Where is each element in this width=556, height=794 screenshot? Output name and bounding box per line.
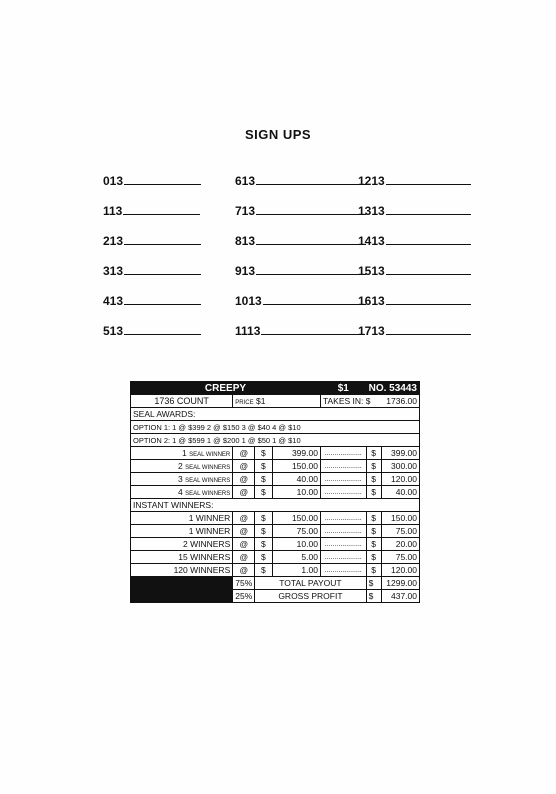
dots: ................... [320, 564, 366, 577]
payout-label: TOTAL PAYOUT [255, 577, 366, 590]
seal-qty: 4 [178, 487, 183, 497]
signup-entry [358, 204, 471, 218]
currency: $ [366, 447, 381, 460]
instant-row [131, 525, 420, 538]
currency: $ [366, 525, 381, 538]
dots: ................... [320, 525, 366, 538]
instant-winner-label: 1 WINNER [131, 525, 233, 538]
signup-blank-line [124, 183, 201, 185]
currency: $ [255, 473, 272, 486]
signup-entry [103, 204, 200, 218]
signup-blank-line [386, 243, 471, 245]
profit-currency: $ [366, 590, 381, 603]
dots: ................... [320, 447, 366, 460]
currency: $ [366, 538, 381, 551]
seal-winner-label: SEAL WINNERS [185, 465, 231, 471]
signup-number: 1713 [358, 324, 385, 338]
price-value: $1 [255, 396, 266, 406]
signup-blank-line [386, 333, 471, 335]
seal-qty: 1 [182, 448, 187, 458]
signup-number: 813 [235, 234, 256, 248]
seal-amount: 40.00 [272, 473, 320, 486]
seal-label-cell [131, 473, 233, 486]
signup-blank-line [256, 213, 366, 215]
signup-number: 913 [235, 264, 256, 278]
dots: ................... [320, 460, 366, 473]
seal-amount: 399.00 [272, 447, 320, 460]
seal-total: 399.00 [381, 447, 419, 460]
option-1: OPTION 1: 1 @ $399 2 @ $150 3 @ $40 4 @ $10 [131, 421, 420, 434]
signup-entry [358, 324, 471, 338]
signup-number: 1513 [358, 264, 385, 278]
signup-entry [358, 294, 471, 308]
signup-entry [103, 174, 201, 188]
seal-row [131, 460, 420, 473]
signup-entry [358, 234, 471, 248]
instant-amount: 5.00 [272, 551, 320, 564]
payout-currency: $ [366, 577, 381, 590]
ticket-number: NO. 53443 [366, 382, 419, 395]
profit-label: GROSS PROFIT [255, 590, 366, 603]
signup-number: 513 [103, 324, 124, 338]
signup-blank-line [263, 303, 366, 305]
instant-winner-label: 1 WINNER [131, 512, 233, 525]
instant-row [131, 538, 420, 551]
black-block [131, 577, 233, 590]
instant-row [131, 564, 420, 577]
instant-amount: 1.00 [272, 564, 320, 577]
ticket-count: 1736 COUNT [131, 395, 233, 408]
instant-amount: 75.00 [272, 525, 320, 538]
currency: $ [255, 564, 272, 577]
instant-winner-label: 2 WINNERS [131, 538, 233, 551]
signup-blank-line [124, 273, 201, 275]
signup-number: 213 [103, 234, 124, 248]
signup-number: 113 [103, 204, 123, 218]
currency: $ [255, 460, 272, 473]
at-sign: @ [233, 538, 255, 551]
instant-row [131, 551, 420, 564]
takes-in-value: 1736.00 [386, 396, 417, 406]
option-2: OPTION 2: 1 @ $599 1 @ $200 1 @ $50 1 @ $10 [131, 434, 420, 447]
signup-entry [235, 234, 366, 248]
seal-row [131, 486, 420, 499]
signup-blank-line [124, 303, 201, 305]
dots: ................... [320, 551, 366, 564]
signup-entry [103, 294, 201, 308]
game-name: CREEPY [131, 382, 321, 395]
page-title: SIGN UPS [244, 127, 312, 142]
price-label: PRICE [235, 400, 254, 406]
signup-blank-line [124, 243, 201, 245]
instant-total: 20.00 [381, 538, 419, 551]
at-sign: @ [233, 564, 255, 577]
at-sign: @ [233, 486, 255, 499]
signup-blank-line [123, 213, 200, 215]
black-block [131, 590, 233, 603]
currency: $ [366, 473, 381, 486]
price-badge: $1 [320, 382, 366, 395]
signup-blank-line [261, 333, 364, 335]
signup-number: 713 [235, 204, 256, 218]
at-sign: @ [233, 551, 255, 564]
seal-amount: 150.00 [272, 460, 320, 473]
signup-entry [103, 324, 201, 338]
currency: $ [366, 564, 381, 577]
signup-blank-line [256, 183, 366, 185]
seal-total: 40.00 [381, 486, 419, 499]
at-sign: @ [233, 447, 255, 460]
currency: $ [255, 538, 272, 551]
signup-number: 313 [103, 264, 124, 278]
signup-number: 413 [103, 294, 124, 308]
payout-pct: 75% [233, 577, 255, 590]
seal-awards-label: SEAL AWARDS: [131, 408, 420, 421]
profit-row [131, 590, 420, 603]
seal-winner-label: SEAL WINNERS [185, 491, 231, 497]
seal-winner-label: SEAL WINNERS [185, 478, 231, 484]
signup-number: 1313 [358, 204, 385, 218]
currency: $ [366, 460, 381, 473]
ticket-header [131, 382, 420, 395]
seal-total: 300.00 [381, 460, 419, 473]
signup-number: 1013 [235, 294, 262, 308]
takes-in-cell [320, 395, 419, 408]
seal-total: 120.00 [381, 473, 419, 486]
signup-number: 613 [235, 174, 256, 188]
seal-qty: 2 [178, 461, 183, 471]
signup-blank-line [256, 243, 366, 245]
seal-row [131, 473, 420, 486]
signup-entry [235, 264, 366, 278]
at-sign: @ [233, 473, 255, 486]
currency: $ [366, 512, 381, 525]
instant-total: 120.00 [381, 564, 419, 577]
signup-entry [235, 324, 365, 338]
takes-in-currency: $ [365, 396, 371, 406]
takes-in-label: TAKES IN: [322, 396, 364, 406]
currency: $ [366, 486, 381, 499]
at-sign: @ [233, 525, 255, 538]
currency: $ [255, 447, 272, 460]
signup-entry [103, 264, 201, 278]
instant-total: 75.00 [381, 551, 419, 564]
signup-blank-line [386, 213, 471, 215]
signup-entry [103, 234, 201, 248]
signup-blank-line [386, 273, 471, 275]
instant-winners-label: INSTANT WINNERS: [131, 499, 420, 512]
signup-entry [358, 174, 471, 188]
price-cell [233, 395, 321, 408]
seal-label-cell [131, 460, 233, 473]
signup-number: 1613 [358, 294, 385, 308]
dots: ................... [320, 473, 366, 486]
signup-entry [235, 204, 366, 218]
dots: ................... [320, 486, 366, 499]
signup-blank-line [386, 303, 471, 305]
signup-blank-line [124, 333, 201, 335]
payout-value: 1299.00 [381, 577, 419, 590]
signup-number: 1113 [235, 324, 261, 338]
payout-row [131, 577, 420, 590]
at-sign: @ [233, 512, 255, 525]
signup-blank-line [386, 183, 471, 185]
instant-row [131, 512, 420, 525]
profit-value: 437.00 [381, 590, 419, 603]
currency: $ [255, 512, 272, 525]
dots: ................... [320, 538, 366, 551]
seal-amount: 10.00 [272, 486, 320, 499]
seal-qty: 3 [178, 474, 183, 484]
count-row [131, 395, 420, 408]
instant-winner-label: 120 WINNERS [131, 564, 233, 577]
currency: $ [255, 525, 272, 538]
signup-blank-line [256, 273, 366, 275]
instant-amount: 150.00 [272, 512, 320, 525]
seal-winner-label: SEAL WINNER [189, 452, 231, 458]
seal-row [131, 447, 420, 460]
seal-label-cell [131, 447, 233, 460]
currency: $ [255, 551, 272, 564]
instant-total: 75.00 [381, 525, 419, 538]
signup-entry [235, 294, 366, 308]
instant-winner-label: 15 WINNERS [131, 551, 233, 564]
signup-number: 013 [103, 174, 124, 188]
at-sign: @ [233, 460, 255, 473]
currency: $ [366, 551, 381, 564]
instant-total: 150.00 [381, 512, 419, 525]
signup-entry [358, 264, 471, 278]
ticket-table [130, 381, 420, 603]
seal-label-cell [131, 486, 233, 499]
signup-number: 1213 [358, 174, 385, 188]
dots: ................... [320, 512, 366, 525]
instant-amount: 10.00 [272, 538, 320, 551]
signup-entry [235, 174, 366, 188]
signup-number: 1413 [358, 234, 385, 248]
currency: $ [255, 486, 272, 499]
profit-pct: 25% [233, 590, 255, 603]
